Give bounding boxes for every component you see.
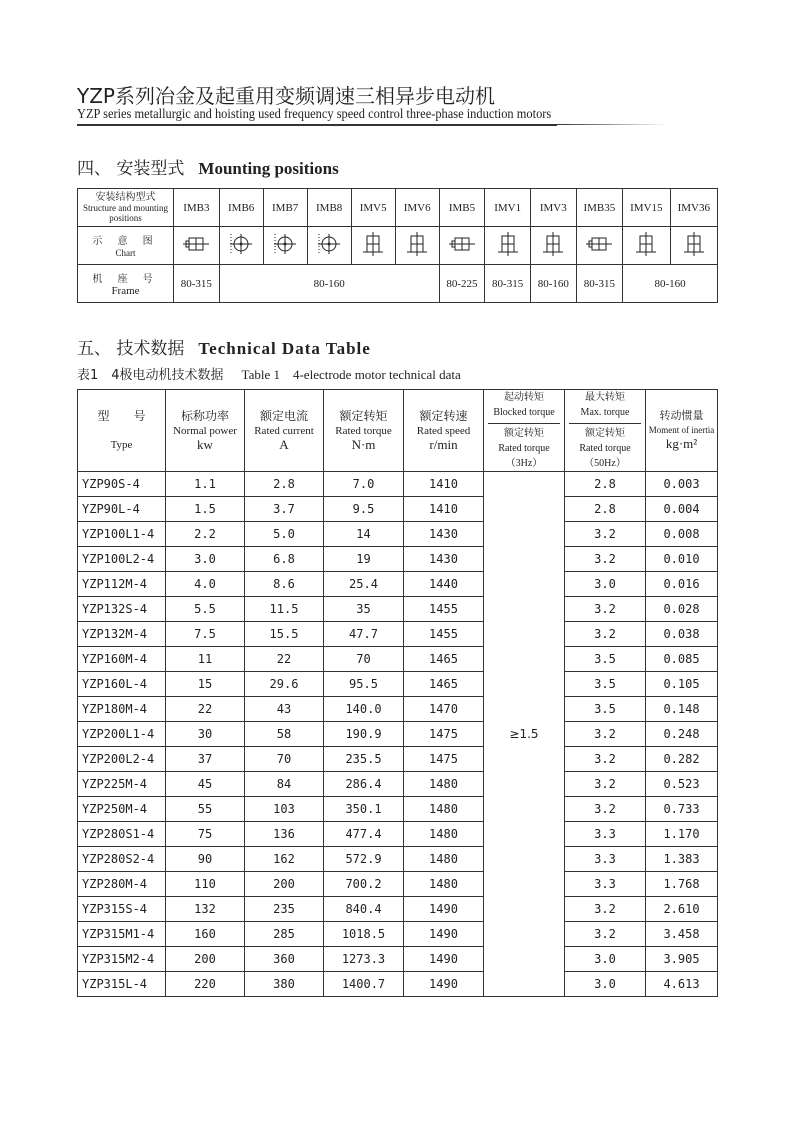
cell-speed: 1465 (404, 647, 484, 672)
cell-type: YZP200L2-4 (78, 747, 166, 772)
cell-torque: 140.0 (324, 697, 404, 722)
mounting-chart-row (78, 227, 718, 265)
cell-speed: 1430 (404, 522, 484, 547)
cell-power: 132 (166, 897, 245, 922)
col-power: 标称功率 Normal power kw (166, 390, 245, 472)
page-subtitle: YZP series metallurgic and hoisting used frequency speed control three-phase induction motors (77, 106, 552, 121)
cell-type: YZP315L-4 (78, 972, 166, 997)
table-row (78, 572, 718, 597)
cell-power: 1.5 (166, 497, 245, 522)
cell-speed: 1490 (404, 947, 484, 972)
cell-type: YZP315S-4 (78, 897, 166, 922)
cell-type: YZP225M-4 (78, 772, 166, 797)
table-row (78, 972, 718, 997)
cell-current: 162 (245, 847, 324, 872)
cell-torque: 70 (324, 647, 404, 672)
cell-power: 160 (166, 922, 245, 947)
cell-max-torque: 3.2 (565, 597, 646, 622)
mounting-type-imv3: IMV3 (530, 189, 576, 227)
cell-max-torque: 2.8 (565, 497, 646, 522)
cell-current: 380 (245, 972, 324, 997)
cell-current: 11.5 (245, 597, 324, 622)
cell-type: YZP180M-4 (78, 697, 166, 722)
cell-current: 2.8 (245, 472, 324, 497)
cell-max-torque: 3.2 (565, 747, 646, 772)
cell-speed: 1490 (404, 922, 484, 947)
mounting-type-imb8: IMB8 (307, 189, 351, 227)
mounting-type-imb5: IMB5 (439, 189, 485, 227)
cell-torque: 35 (324, 597, 404, 622)
cell-speed: 1490 (404, 897, 484, 922)
cell-current: 29.6 (245, 672, 324, 697)
frame-cell: 80-160 (530, 265, 576, 303)
col-torque: 额定转矩 Rated torque N·m (324, 390, 404, 472)
frame-cell: 80-315 (576, 265, 623, 303)
cell-current: 84 (245, 772, 324, 797)
page-title: YZP系列冶金及起重用变频调速三相异步电动机 (77, 84, 495, 108)
cell-type: YZP112M-4 (78, 572, 166, 597)
frame-cell: 80-160 (219, 265, 439, 303)
col-max-torque: 最大转矩 Max. torque 额定转矩 Rated torque （50Hz） (565, 390, 646, 472)
cell-max-torque: 2.8 (565, 472, 646, 497)
table-row (78, 672, 718, 697)
cell-inertia: 0.008 (646, 522, 718, 547)
cell-type: YZP90S-4 (78, 472, 166, 497)
col-type: 型 号 Type (78, 390, 166, 472)
cell-max-torque: 3.2 (565, 922, 646, 947)
cell-torque: 19 (324, 547, 404, 572)
technical-data-table (77, 389, 718, 997)
cell-max-torque: 3.2 (565, 547, 646, 572)
cell-inertia: 0.003 (646, 472, 718, 497)
cell-current: 5.0 (245, 522, 324, 547)
table-row (78, 697, 718, 722)
section-mounting-heading: 四、 安装型式 Mounting positions (77, 159, 339, 179)
table-row (78, 472, 718, 497)
structure-label: 安装结构型式 Structure and mounting positions (78, 189, 174, 227)
cell-speed: 1470 (404, 697, 484, 722)
table-row (78, 497, 718, 522)
cell-torque: 235.5 (324, 747, 404, 772)
cell-torque: 572.9 (324, 847, 404, 872)
mounting-type-imb35: IMB35 (576, 189, 623, 227)
table-row (78, 722, 718, 747)
cell-current: 3.7 (245, 497, 324, 522)
frame-cell: 80-225 (439, 265, 485, 303)
cell-speed: 1480 (404, 872, 484, 897)
mounting-type-imv5: IMV5 (351, 189, 395, 227)
cell-inertia: 0.028 (646, 597, 718, 622)
cell-inertia: 0.282 (646, 747, 718, 772)
cell-type: YZP280M-4 (78, 872, 166, 897)
mounting-type-imv6: IMV6 (395, 189, 439, 227)
mounting-type-row (78, 189, 718, 227)
cell-type: YZP132M-4 (78, 622, 166, 647)
cell-inertia: 0.733 (646, 797, 718, 822)
cell-power: 7.5 (166, 622, 245, 647)
cell-max-torque: 3.3 (565, 847, 646, 872)
mounting-diagram-imv1-icon (485, 227, 531, 265)
cell-speed: 1465 (404, 672, 484, 697)
table-row (78, 922, 718, 947)
table-row (78, 747, 718, 772)
section-technical-heading: 五、 技术数据 Technical Data Table (77, 339, 371, 359)
cell-max-torque: 3.3 (565, 872, 646, 897)
table-header-row (78, 390, 718, 472)
cell-inertia: 0.105 (646, 672, 718, 697)
cell-type: YZP90L-4 (78, 497, 166, 522)
cell-power: 11 (166, 647, 245, 672)
cell-speed: 1490 (404, 972, 484, 997)
table-row (78, 897, 718, 922)
cell-max-torque: 3.2 (565, 797, 646, 822)
table-row (78, 772, 718, 797)
frame-cell: 80-315 (174, 265, 220, 303)
cell-power: 5.5 (166, 597, 245, 622)
cell-power: 22 (166, 697, 245, 722)
cell-inertia: 0.010 (646, 547, 718, 572)
cell-current: 70 (245, 747, 324, 772)
mounting-type-imb3: IMB3 (174, 189, 220, 227)
cell-speed: 1480 (404, 772, 484, 797)
cell-torque: 700.2 (324, 872, 404, 897)
cell-max-torque: 3.0 (565, 572, 646, 597)
cell-inertia: 1.768 (646, 872, 718, 897)
cell-power: 45 (166, 772, 245, 797)
cell-max-torque: 3.3 (565, 822, 646, 847)
mounting-diagram-imb6-icon (219, 227, 263, 265)
table-row (78, 847, 718, 872)
cell-max-torque: 3.2 (565, 722, 646, 747)
cell-torque: 840.4 (324, 897, 404, 922)
mounting-type-imv36: IMV36 (670, 189, 717, 227)
cell-torque: 9.5 (324, 497, 404, 522)
frame-cell: 80-315 (485, 265, 531, 303)
mounting-diagram-imv3-icon (530, 227, 576, 265)
cell-type: YZP200L1-4 (78, 722, 166, 747)
cell-power: 110 (166, 872, 245, 897)
table-row (78, 522, 718, 547)
cell-current: 285 (245, 922, 324, 947)
cell-type: YZP250M-4 (78, 797, 166, 822)
cell-speed: 1480 (404, 847, 484, 872)
cell-type: YZP100L1-4 (78, 522, 166, 547)
col-inertia: 转动惯量 Moment of inertia kg·m² (646, 390, 718, 472)
cell-current: 43 (245, 697, 324, 722)
cell-type: YZP315M2-4 (78, 947, 166, 972)
frame-cell: 80-160 (623, 265, 718, 303)
cell-power: 55 (166, 797, 245, 822)
table-row (78, 622, 718, 647)
chart-label: 示 意 图 Chart (78, 227, 174, 265)
cell-speed: 1410 (404, 472, 484, 497)
cell-power: 4.0 (166, 572, 245, 597)
mounting-diagram-imb3-icon (174, 227, 220, 265)
cell-max-torque: 3.5 (565, 672, 646, 697)
cell-power: 15 (166, 672, 245, 697)
cell-inertia: 4.613 (646, 972, 718, 997)
table-row (78, 797, 718, 822)
cell-power: 75 (166, 822, 245, 847)
col-speed: 额定转速 Rated speed r/min (404, 390, 484, 472)
cell-type: YZP280S2-4 (78, 847, 166, 872)
cell-torque: 25.4 (324, 572, 404, 597)
cell-current: 200 (245, 872, 324, 897)
cell-torque: 477.4 (324, 822, 404, 847)
mounting-diagram-imv5-icon (351, 227, 395, 265)
cell-current: 360 (245, 947, 324, 972)
table-row (78, 597, 718, 622)
cell-torque: 1273.3 (324, 947, 404, 972)
cell-current: 103 (245, 797, 324, 822)
cell-inertia: 1.170 (646, 822, 718, 847)
mounting-type-imv1: IMV1 (485, 189, 531, 227)
cell-torque: 190.9 (324, 722, 404, 747)
cell-max-torque: 3.0 (565, 972, 646, 997)
frame-label: 机 座 号 Frame (78, 265, 174, 303)
cell-inertia: 0.148 (646, 697, 718, 722)
cell-power: 220 (166, 972, 245, 997)
title-rule-fade (557, 124, 667, 125)
mounting-diagram-imv15-icon (623, 227, 670, 265)
blocked-torque-ratio: ≥1.5 (484, 472, 565, 997)
cell-type: YZP100L2-4 (78, 547, 166, 572)
col-current: 额定电流 Rated current A (245, 390, 324, 472)
cell-max-torque: 3.2 (565, 522, 646, 547)
cell-speed: 1455 (404, 597, 484, 622)
cell-inertia: 0.016 (646, 572, 718, 597)
mounting-diagram-imv36-icon (670, 227, 717, 265)
cell-current: 58 (245, 722, 324, 747)
cell-current: 15.5 (245, 622, 324, 647)
cell-power: 30 (166, 722, 245, 747)
cell-inertia: 2.610 (646, 897, 718, 922)
cell-current: 6.8 (245, 547, 324, 572)
cell-inertia: 0.248 (646, 722, 718, 747)
cell-speed: 1440 (404, 572, 484, 597)
cell-inertia: 1.383 (646, 847, 718, 872)
cell-speed: 1480 (404, 822, 484, 847)
col-blocked-torque: 起动转矩 Blocked torque 额定转矩 Rated torque （3Hz） (484, 390, 565, 472)
table-row (78, 647, 718, 672)
cell-current: 235 (245, 897, 324, 922)
mounting-diagram-imb35-icon (576, 227, 623, 265)
cell-type: YZP315M1-4 (78, 922, 166, 947)
cell-speed: 1475 (404, 722, 484, 747)
cell-power: 90 (166, 847, 245, 872)
cell-max-torque: 3.2 (565, 897, 646, 922)
cell-power: 3.0 (166, 547, 245, 572)
cell-power: 2.2 (166, 522, 245, 547)
cell-power: 200 (166, 947, 245, 972)
mounting-diagram-imb7-icon (263, 227, 307, 265)
cell-max-torque: 3.2 (565, 622, 646, 647)
cell-speed: 1455 (404, 622, 484, 647)
cell-max-torque: 3.0 (565, 947, 646, 972)
cell-inertia: 0.038 (646, 622, 718, 647)
table-row (78, 822, 718, 847)
cell-speed: 1475 (404, 747, 484, 772)
mounting-diagram-imb5-icon (439, 227, 485, 265)
cell-torque: 95.5 (324, 672, 404, 697)
mounting-type-imb6: IMB6 (219, 189, 263, 227)
cell-max-torque: 3.5 (565, 697, 646, 722)
cell-power: 37 (166, 747, 245, 772)
mounting-type-imv15: IMV15 (623, 189, 670, 227)
cell-torque: 47.7 (324, 622, 404, 647)
mounting-type-imb7: IMB7 (263, 189, 307, 227)
cell-inertia: 0.004 (646, 497, 718, 522)
cell-current: 136 (245, 822, 324, 847)
cell-speed: 1480 (404, 797, 484, 822)
cell-power: 1.1 (166, 472, 245, 497)
cell-max-torque: 3.2 (565, 772, 646, 797)
cell-type: YZP160M-4 (78, 647, 166, 672)
cell-torque: 14 (324, 522, 404, 547)
cell-inertia: 3.458 (646, 922, 718, 947)
cell-inertia: 0.523 (646, 772, 718, 797)
table-row (78, 947, 718, 972)
cell-torque: 7.0 (324, 472, 404, 497)
mounting-table (77, 188, 718, 303)
cell-torque: 1018.5 (324, 922, 404, 947)
mounting-diagram-imb8-icon (307, 227, 351, 265)
cell-type: YZP160L-4 (78, 672, 166, 697)
cell-type: YZP280S1-4 (78, 822, 166, 847)
cell-torque: 286.4 (324, 772, 404, 797)
cell-type: YZP132S-4 (78, 597, 166, 622)
cell-current: 22 (245, 647, 324, 672)
cell-max-torque: 3.5 (565, 647, 646, 672)
table-row (78, 547, 718, 572)
cell-inertia: 3.905 (646, 947, 718, 972)
table-caption: 表1 4极电动机技术数据 Table 1 4-electrode motor technical data (77, 367, 461, 383)
cell-current: 8.6 (245, 572, 324, 597)
cell-speed: 1430 (404, 547, 484, 572)
title-rule (77, 124, 557, 126)
cell-speed: 1410 (404, 497, 484, 522)
table-row (78, 872, 718, 897)
cell-torque: 350.1 (324, 797, 404, 822)
cell-torque: 1400.7 (324, 972, 404, 997)
mounting-diagram-imv6-icon (395, 227, 439, 265)
cell-inertia: 0.085 (646, 647, 718, 672)
mounting-frame-row (78, 265, 718, 303)
